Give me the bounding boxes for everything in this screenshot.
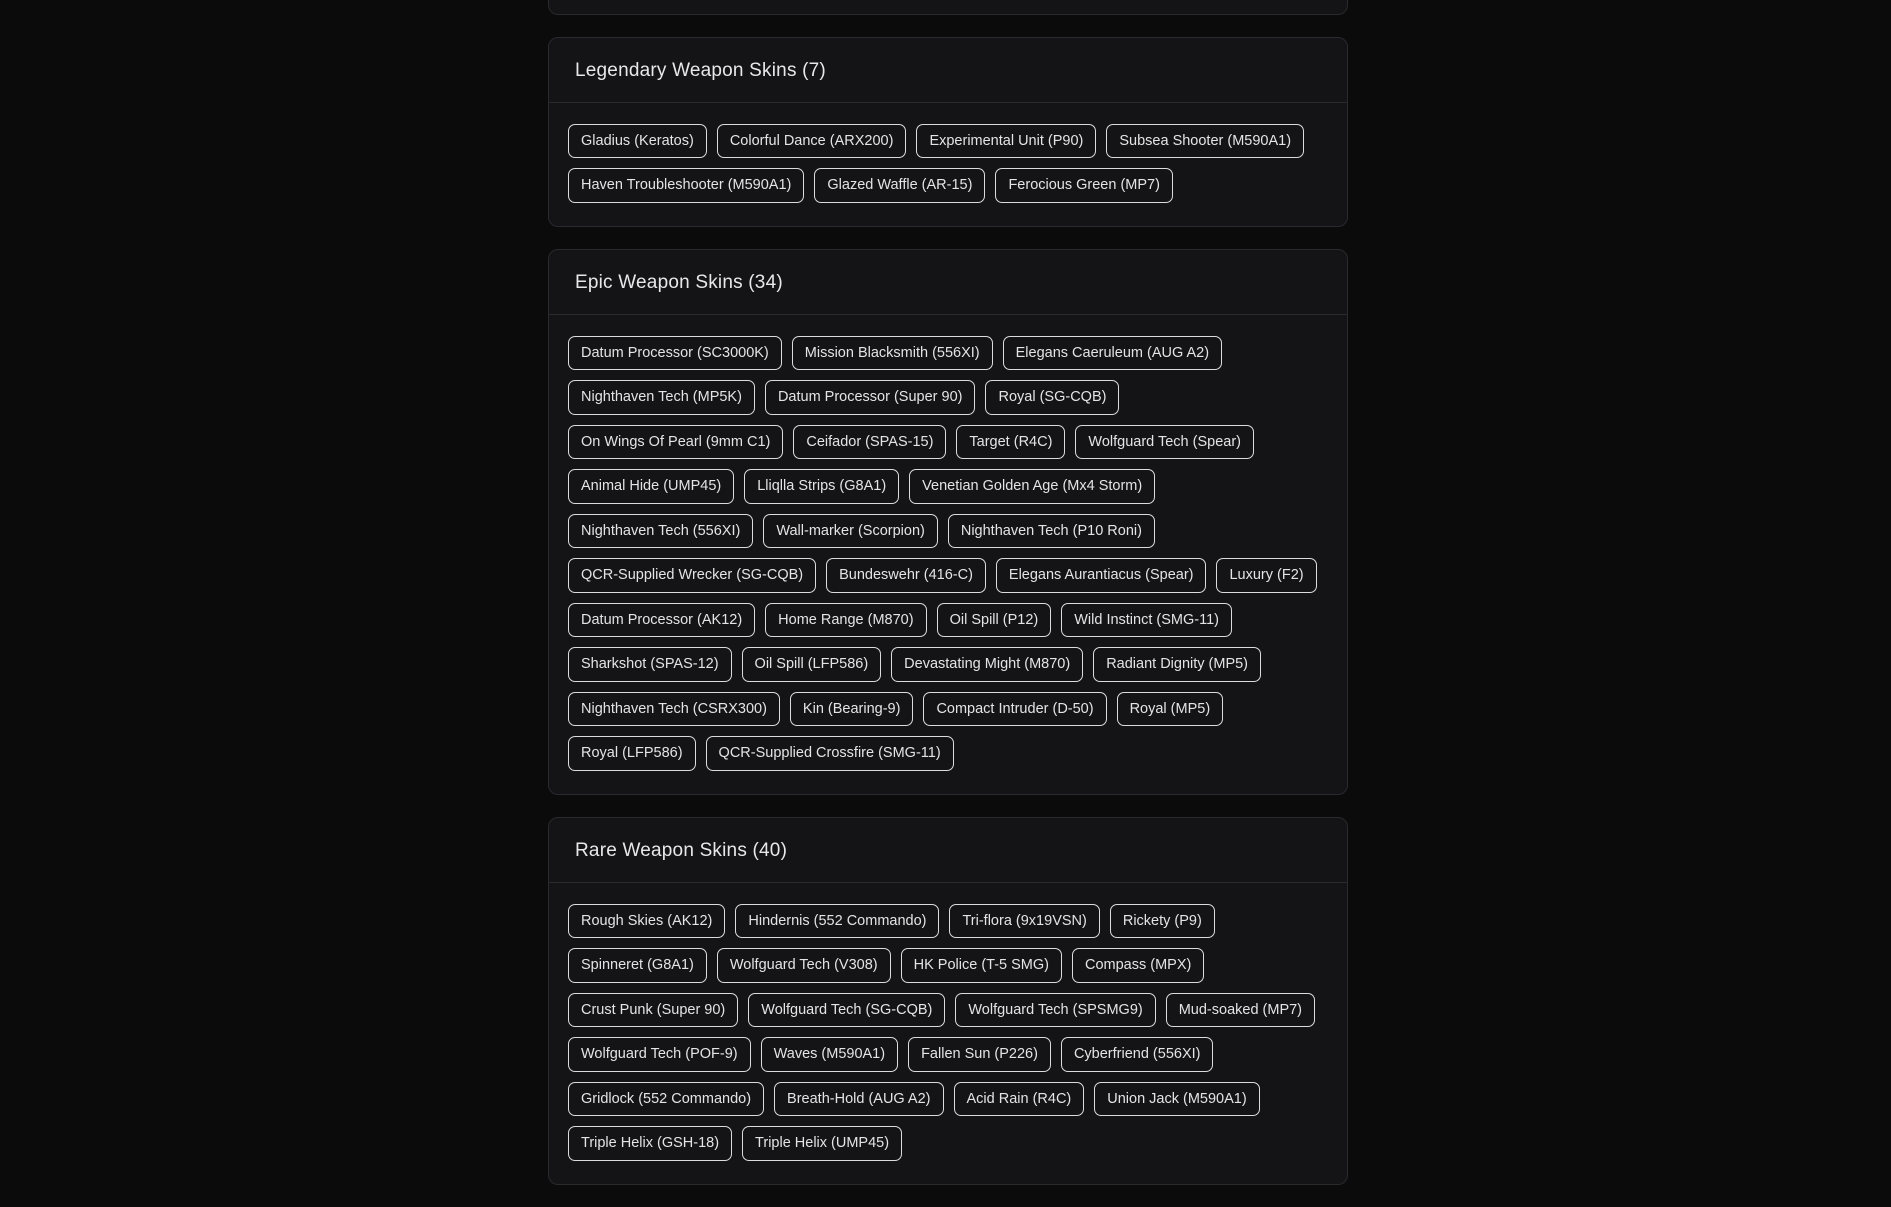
chip-item[interactable]: Subsea Shooter (M590A1) [1106, 124, 1304, 159]
chip-item[interactable]: Nighthaven Tech (MP5K) [568, 380, 755, 415]
chip-item[interactable]: Elegans Aurantiacus (Spear) [996, 558, 1207, 593]
chip-item[interactable]: Experimental Unit (P90) [916, 124, 1096, 159]
chip-row [563, 899, 1333, 1166]
chip-item[interactable]: Lliqlla Strips (G8A1) [744, 469, 899, 504]
chip-item[interactable]: HK Police (T-5 SMG) [901, 948, 1062, 983]
content-column [548, 0, 1348, 1207]
chip-item[interactable]: Devastating Might (M870) [891, 647, 1083, 682]
chip-item[interactable]: Compact Intruder (D-50) [923, 692, 1106, 727]
chip-item[interactable]: Wolfguard Tech (SG-CQB) [748, 993, 945, 1028]
chip-item[interactable]: Triple Helix (GSH-18) [568, 1126, 732, 1161]
panel-legendary-character-skins [548, 0, 1348, 15]
chip-item[interactable]: Rickety (P9) [1110, 904, 1215, 939]
chip-item[interactable]: QCR-Supplied Wrecker (SG-CQB) [568, 558, 816, 593]
panel-rare-weapon-skins [548, 817, 1348, 1185]
chip-item[interactable]: Tri-flora (9x19VSN) [949, 904, 1099, 939]
chip-item[interactable]: Animal Hide (UMP45) [568, 469, 734, 504]
panel-header [549, 818, 1347, 883]
chip-item[interactable]: Royal (LFP586) [568, 736, 696, 771]
chip-item[interactable]: Oil Spill (LFP586) [742, 647, 882, 682]
chip-item[interactable]: Royal (SG-CQB) [985, 380, 1119, 415]
chip-item[interactable]: Compass (MPX) [1072, 948, 1204, 983]
chip-item[interactable]: Mission Blacksmith (556XI) [792, 336, 993, 371]
chip-item[interactable]: Home Range (M870) [765, 603, 926, 638]
chip-item[interactable]: Royal (MP5) [1117, 692, 1224, 727]
panel-epic-weapon-skins [548, 249, 1348, 795]
chip-item[interactable]: Cyberfriend (556XI) [1061, 1037, 1214, 1072]
chip-row [563, 119, 1333, 208]
panel-legendary-weapon-skins [548, 37, 1348, 227]
chip-item[interactable]: Wolfguard Tech (V308) [717, 948, 891, 983]
chip-item[interactable]: Mud-soaked (MP7) [1166, 993, 1315, 1028]
chip-item[interactable]: Fallen Sun (P226) [908, 1037, 1051, 1072]
chip-item[interactable]: Bundeswehr (416-C) [826, 558, 986, 593]
chip-item[interactable]: Waves (M590A1) [761, 1037, 898, 1072]
chip-item[interactable]: Target (R4C) [956, 425, 1065, 460]
chip-item[interactable]: Wolfguard Tech (Spear) [1075, 425, 1254, 460]
chip-item[interactable]: Venetian Golden Age (Mx4 Storm) [909, 469, 1155, 504]
panel-body [549, 0, 1347, 14]
chip-item[interactable]: Glazed Waffle (AR-15) [814, 168, 985, 203]
chip-item[interactable]: Datum Processor (Super 90) [765, 380, 976, 415]
chip-item[interactable]: Nighthaven Tech (CSRX300) [568, 692, 780, 727]
chip-item[interactable]: On Wings Of Pearl (9mm C1) [568, 425, 783, 460]
chip-item[interactable]: Wall-marker (Scorpion) [763, 514, 938, 549]
chip-item[interactable]: Oil Spill (P12) [937, 603, 1052, 638]
chip-item[interactable]: Hindernis (552 Commando) [735, 904, 939, 939]
chip-item[interactable]: Colorful Dance (ARX200) [717, 124, 907, 159]
chip-item[interactable]: Wolfguard Tech (POF-9) [568, 1037, 751, 1072]
chip-item[interactable]: Gladius (Keratos) [568, 124, 707, 159]
chip-item[interactable]: Wild Instinct (SMG-11) [1061, 603, 1232, 638]
panel-body [549, 103, 1347, 226]
chip-item[interactable]: Datum Processor (SC3000K) [568, 336, 782, 371]
chip-row [563, 331, 1333, 776]
chip-item[interactable]: Radiant Dignity (MP5) [1093, 647, 1261, 682]
panel-title: Legendary Weapon Skins (7) [575, 59, 826, 81]
panel-header [549, 38, 1347, 103]
panel-title: Epic Weapon Skins (34) [575, 271, 783, 293]
chip-item[interactable]: Union Jack (M590A1) [1094, 1082, 1259, 1117]
chip-item[interactable]: Luxury (F2) [1216, 558, 1316, 593]
chip-item[interactable]: Spinneret (G8A1) [568, 948, 707, 983]
chip-item[interactable]: Triple Helix (UMP45) [742, 1126, 902, 1161]
chip-item[interactable]: Datum Processor (AK12) [568, 603, 755, 638]
chip-item[interactable]: QCR-Supplied Crossfire (SMG-11) [706, 736, 954, 771]
chip-item[interactable]: Ferocious Green (MP7) [995, 168, 1173, 203]
chip-item[interactable]: Breath-Hold (AUG A2) [774, 1082, 943, 1117]
chip-item[interactable]: Wolfguard Tech (SPSMG9) [955, 993, 1155, 1028]
chip-item[interactable]: Gridlock (552 Commando) [568, 1082, 764, 1117]
panel-body [549, 883, 1347, 1184]
chip-item[interactable]: Acid Rain (R4C) [954, 1082, 1085, 1117]
chip-item[interactable]: Elegans Caeruleum (AUG A2) [1003, 336, 1222, 371]
chip-item[interactable]: Rough Skies (AK12) [568, 904, 725, 939]
chip-item[interactable]: Sharkshot (SPAS-12) [568, 647, 732, 682]
chip-item[interactable]: Nighthaven Tech (P10 Roni) [948, 514, 1155, 549]
chip-item[interactable]: Kin (Bearing-9) [790, 692, 914, 727]
chip-item[interactable]: Ceifador (SPAS-15) [793, 425, 946, 460]
panel-body [549, 315, 1347, 794]
panel-title: Rare Weapon Skins (40) [575, 839, 788, 861]
chip-item[interactable]: Crust Punk (Super 90) [568, 993, 738, 1028]
chip-item[interactable]: Haven Troubleshooter (M590A1) [568, 168, 804, 203]
panel-header [549, 250, 1347, 315]
chip-item[interactable]: Nighthaven Tech (556XI) [568, 514, 753, 549]
